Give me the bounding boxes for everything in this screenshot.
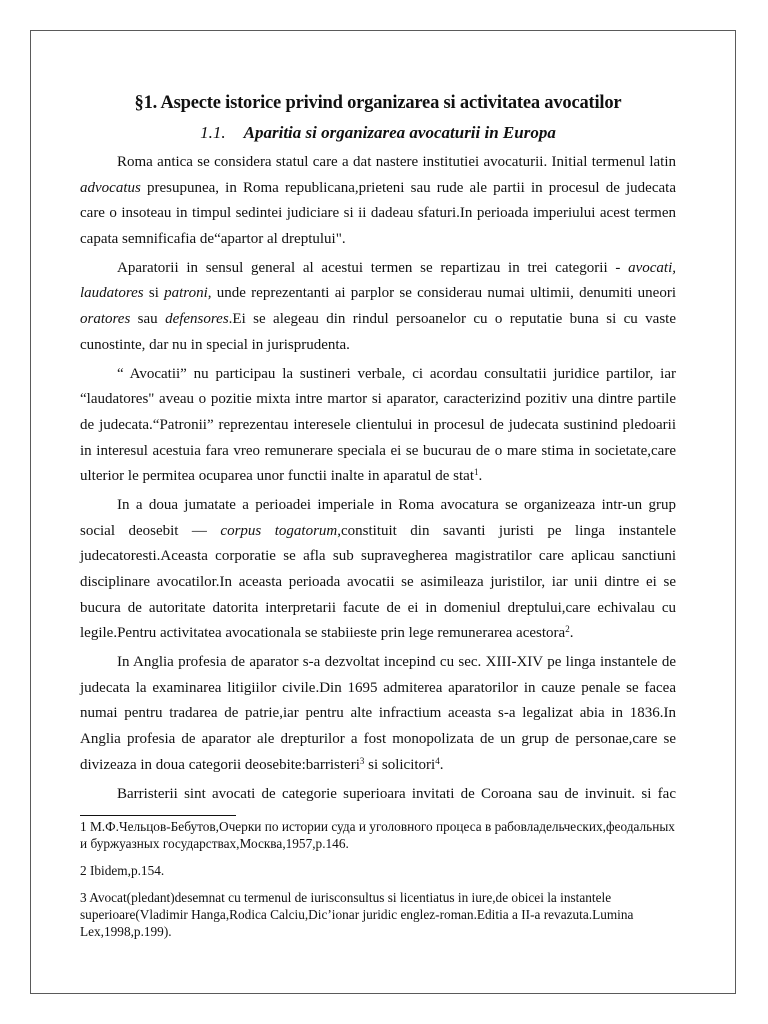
paragraph-imperiu: In a doua jumatate a perioadei imperiale in Roma avocatura se organizeaza intr-un grup social deosebit — corpus togatorum,constituit din savanti juristi pe linga instantele judecatoresti.Aceasta corporatie se afla sub supravegherea magistratilor care aplicau sanctiuni disciplinare avocatilor.In aceasta perioada avocatii se asimileaza juristilor, iar unii dintre ei se bucura de autoritate datorita interpretarii facute de ei in domeniul dreptului,care echivalau cu legile.Pentru activitatea avocationala se stabiieste prin lege remunerarea acestora$^2$. [80,497,676,642]
footnote-3: 3 Avocat(pledant)desemnat cu termenul de iurisconsultus si licentiatus in iure,de obicei la instantele superioare(Vladimir Hanga,Rodica Calciu,Dic’ionar juridic englez-roman.Editia a II-a revazuta.Lumina Lex,1998,p.199). [80,890,634,940]
document-page [80,90,676,950]
footnote-2: 2 Ibidem,p.154. [80,863,165,879]
footnote-ref-4[interactable]: 4 [435,755,440,766]
footnote-ref-2[interactable]: 2 [565,624,570,635]
section-title: §1. Aspecte istorice privind organizarea si activitatea avocatilor [134,93,622,113]
footnotes [80,818,676,940]
subsection-text: Aparitia si organizarea avocaturii in Europa [243,123,556,142]
footnote-1: 1 М.Ф.Чельцов-Бебутов,Очерки по истории суда и уголовного процеса в рабовладельческих,феодальных и буржуазных государствах,Москва,1957,p.146. [80,819,675,852]
footnote-ref-3[interactable]: 3 [359,755,365,766]
footnote-ref-1[interactable]: 1 [474,467,479,478]
paragraph-roma: Roma antica se considera statul care a dat nastere institutiei avocaturii. Initial termenul latin advocatus presupunea, in Roma republicana,prieteni sau rude ale partii in procesul de judecata care o insoteau in timpul sedintei judiciare si ii dadeau sfaturi.In perioada imperiului acest termen capata semnificafia de“apartor al dreptului". [80,154,676,247]
body-text [80,150,676,807]
subsection-title [80,122,676,144]
paragraph-anglia: In Anglia profesia de aparator s-a dezvoltat incepind cu sec. XIII-XIV pe linga instantele de judecata la examinarea litigiilor civile.Din 1695 admiterea aparatorilor in cauze penale se facea numai pentru tradarea de patrie,iar pentru alte infractium aceasta s-a legalizat abia in 1836.In Anglia profesia de aparator ale drepturilor a fost monopolizata de un grup de personae,care se divizeaza in doua categorii deosebite:barristeri$^3$ si solicitori$^4$. [80,654,676,773]
paragraph-aparatori: Aparatorii in sensul general al acestui termen se repartizau in trei categorii - avocati, laudatores si patroni, unde reprezentanti ai parplor se considerau numai ultimii, denumiti uneori oratores sau defensores.Ei se alegeau din rindul persoanelor cu o reputatie buna si cu vaste cunostinte, dar nu in special in jurisprudenta. [80,259,676,353]
footnote-separator [80,815,236,816]
paragraph-barristerii: Barristerii sint avocati de categorie superioara invitati de Coroana sau de invinuit. si fac [117,785,676,802]
subsection-number: 1.1. [200,123,226,142]
paragraph-avocatii: “ Avocatii” nu participau la sustineri verbale, ci acordau consultatii juridice partilor, iar “laudatores" aveau o pozitie mixta intre martor si aparator, caracterizind pozitiv una dintre partile de judecata.“Patronii” reprezentau interesele clientului in procesul de judecata sustinind pledoarii in interesul acestuia fara vreo remunerare speciala ei se bucurau de o mare stima in societate,care ulterior le permitea ocuparea unor functii inalte in aparatul de stat$^1$. [80,365,676,485]
